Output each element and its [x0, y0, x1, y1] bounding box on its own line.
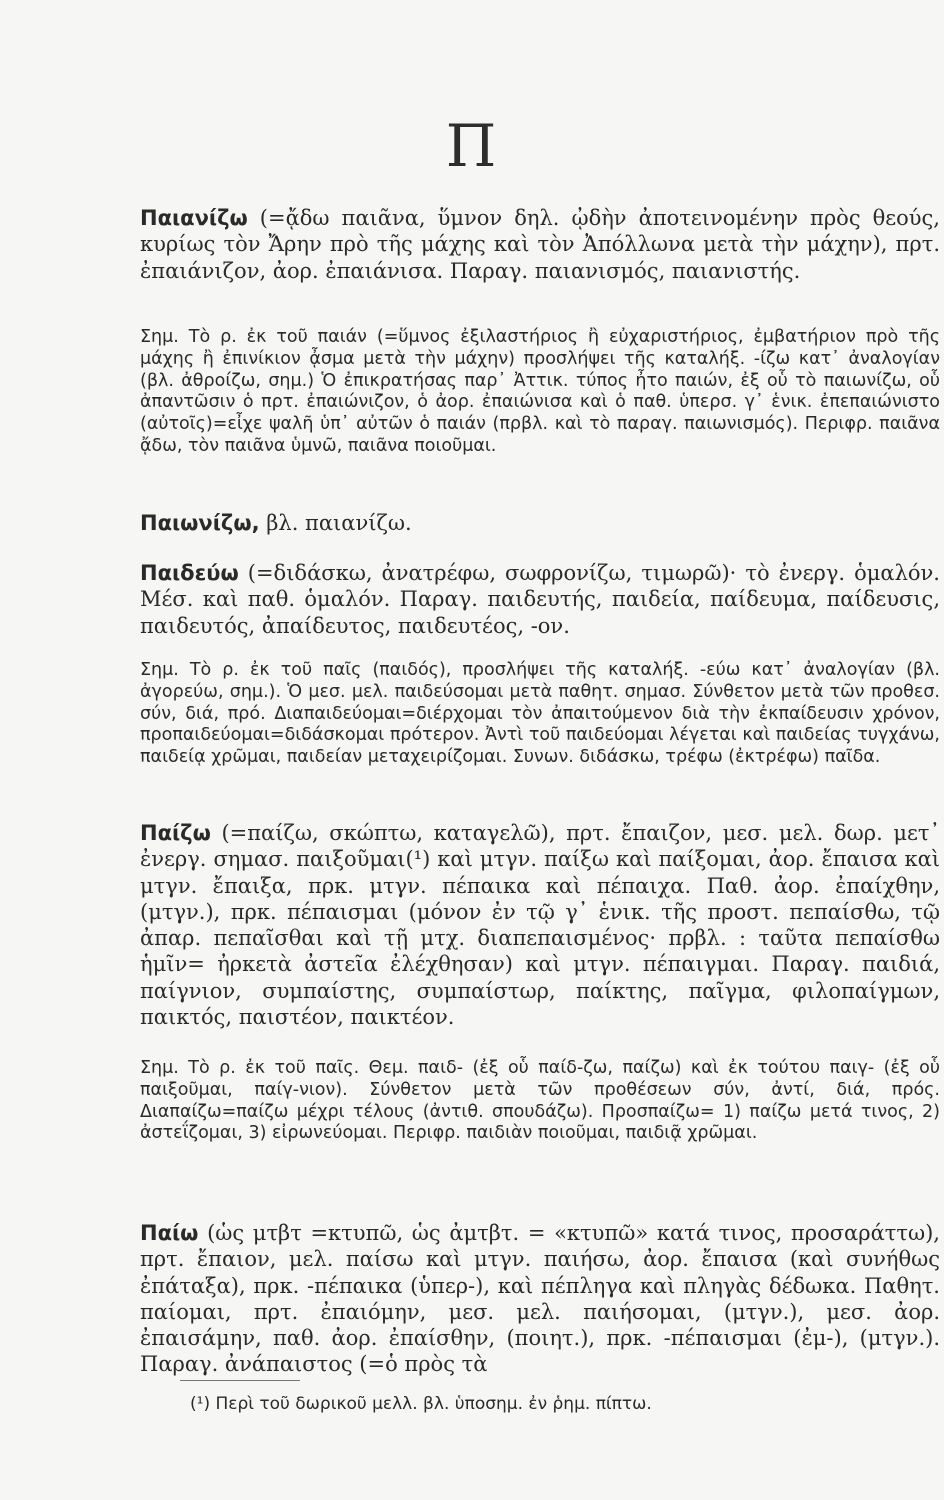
entry-lemma: Παιανίζω	[140, 206, 248, 230]
entry-paio	[140, 1220, 940, 1378]
entry-text: (=παίζω, σκώπτω, καταγελῶ), πρτ. ἔπαιζον, μεσ. μελ. δωρ. μετ᾿ ἐνεργ. σημασ. παιξοῦμαι(¹) καὶ μτγν. παίξω καὶ παίξομαι, ἀορ. ἔπαισα καὶ μτγν. ἔπαιξα, πρκ. μτγν. πέπαικα καὶ πέπαιχα. Παθ. ἀορ. ἐπαίχθην, (μτγν.), πρκ. πέπαισμαι (μόνον ἐν τῷ γ᾿ ἑνικ. τῆς προστ. πεπαίσθω, τῷ ἀπαρ. πεπαῖσθαι καὶ τῇ μτχ. διαπεπαισμένος· πρβλ. : ταῦτα πεπαίσθω ἡμῖν= ἠρκετὰ ἀστεῖα ἐλέχθησαν) καὶ μτγν. πέπαιγμαι. Παραγ. παιδιά, παίγνιον, συμπαίστης, συμπαίστωρ, παίκτης, παῖγμα, φιλοπαίγμων, παικτός, παιστέον, παικτέον.	[140, 821, 940, 1030]
entry-paideuo	[140, 560, 940, 639]
footnote-divider	[180, 1380, 300, 1381]
entry-paizo	[140, 820, 940, 1030]
entry-text: βλ. παιανίζω.	[266, 511, 412, 535]
entry-lemma: Παίζω	[140, 821, 211, 845]
entry-text: (ὡς μτβτ =κτυπῶ, ὡς ἀμτβτ. = «κτυπῶ» κατά τινος, προσαράττω), πρτ. ἔπαιον, μελ. παίσω καὶ μτγν. παιήσω, ἀορ. ἔπαισα (καὶ συνήθως ἐπάταξα), πρκ. -πέπαικα (ὑπερ-), καὶ πέπληγα καὶ πληγὰς δέδωκα. Παθητ. παίομαι, πρτ. ἐπαιόμην, μεσ. μελ. παιήσομαι, (μτγν.), μεσ. ἀορ. ἐπαισάμην, παθ. ἀορ. ἐπαίσθην, (ποιητ.), πρκ. -πέπαισμαι (ἐμ-), (μτγν.). Παραγ. ἀνάπαιστος (=ὁ πρὸς τὰ	[140, 1221, 940, 1377]
entry-paianizo	[140, 205, 940, 284]
entry-note: Σημ. Τὸ ρ. ἐκ τοῦ παῖς. Θεμ. παιδ- (ἐξ οὗ παίδ-ζω, παίζω) καὶ ἐκ τούτου παιγ- (ἐξ οὗ παιξοῦμαι, παίγ-νιον). Σύνθετον μετὰ τῶν προθέσεων σύν, ἀντί, διά, πρός. Διαπαίζω=παίζω μέχρι τέλους (ἀντιθ. σπουδάζω). Προσπαίζω= 1) παίζω μετά τινος, 2) ἀστεΐζομαι, 3) εἰρωνεύομαι. Περιφρ. παιδιὰν ποιοῦμαι, παιδιᾷ χρῶμαι.	[140, 1058, 940, 1144]
entry-note: Σημ. Τὸ ρ. ἐκ τοῦ παιάν (=ὕμνος ἐξιλαστήριος ἢ εὐχαριστήριος, ἐμβατήριον πρὸ τῆς μάχης ἢ ἐπινίκιον ᾆσμα μετὰ τὴν μάχην) προσλήψει τῆς καταλήξ. -ίζω κατ᾿ ἀναλογίαν (βλ. ἀθροίζω, σημ.) Ὁ ἐπικρατήσας παρ᾿ Ἀττικ. τύπος ἦτο παιών, ἐξ οὗ τὸ παιωνίζω, οὗ ἀπαντῶσιν ὁ πρτ. ἐπαιώνιζον, ὁ ἀορ. ἐπαιώνισα καὶ ὁ παθ. ὑπερσ. γ᾿ ἑνικ. ἐπεπαιώνιστο (αὐτοῖς)=εἶχε ψαλῆ ὑπ᾿ αὐτῶν ὁ παιάν (πρβλ. καὶ τὸ παραγ. παιωνισμός). Περιφρ. παιᾶνα ᾄδω, τὸν παιᾶνα ὑμνῶ, παιᾶνα ποιοῦμαι.	[140, 327, 940, 456]
entry-paionizo	[140, 510, 940, 536]
entry-note: Σημ. Τὸ ρ. ἐκ τοῦ παῖς (παιδός), προσλήψει τῆς καταλήξ. -εύω κατ᾿ ἀναλογίαν (βλ. ἀγορεύω, σημ.). Ὁ μεσ. μελ. παιδεύσομαι μετὰ παθητ. σημασ. Σύνθετον μετὰ τῶν προθεσ. σύν, διά, πρό. Διαπαιδεύομαι=διέρχομαι τὸν ἀπαιτούμενον διὰ τὴν ἐκπαίδευσιν χρόνον, προπαιδεύομαι=διδάσκομαι πρότερον. Ἀντὶ τοῦ παιδεύομαι λέγεται καὶ παιδείας τυγχάνω, παιδείᾳ χρῶμαι, παιδείαν μεταχειρίζομαι. Συνων. διδάσκω, τρέφω (ἐκτρέφω) παῖδα.	[140, 660, 940, 768]
entry-lemma: Παίω	[140, 1221, 199, 1245]
section-letter: Π	[445, 112, 499, 180]
entry-text: (=ᾄδω παιᾶνα, ὕμνον δηλ. ᾠδὴν ἀποτεινομένην πρὸς θεούς, κυρίως τὸν Ἄρην πρὸ τῆς μάχης καὶ τὸν Ἀπόλλωνα μετὰ τὴν μάχην), πρτ. ἐπαιάνιζον, ἀορ. ἐπαιάνισα. Παραγ. παιανισμός, παιανιστής.	[140, 206, 940, 283]
footnote: (¹) Περὶ τοῦ δωρικοῦ μελλ. βλ. ὑποσημ. ἐν ῥημ. πίπτω.	[190, 1394, 652, 1414]
entry-text: (=διδάσκω, ἀνατρέφω, σωφρονίζω, τιμωρῶ)· τὸ ἐνεργ. ὁμαλόν. Μέσ. καὶ παθ. ὁμαλόν. Παραγ. παιδευτής, παιδεία, παίδευμα, παίδευσις, παιδευτός, ἀπαίδευτος, παιδευτέος, -ον.	[140, 561, 940, 638]
entry-lemma: Παιωνίζω,	[140, 511, 260, 535]
entry-lemma: Παιδεύω	[140, 561, 239, 585]
